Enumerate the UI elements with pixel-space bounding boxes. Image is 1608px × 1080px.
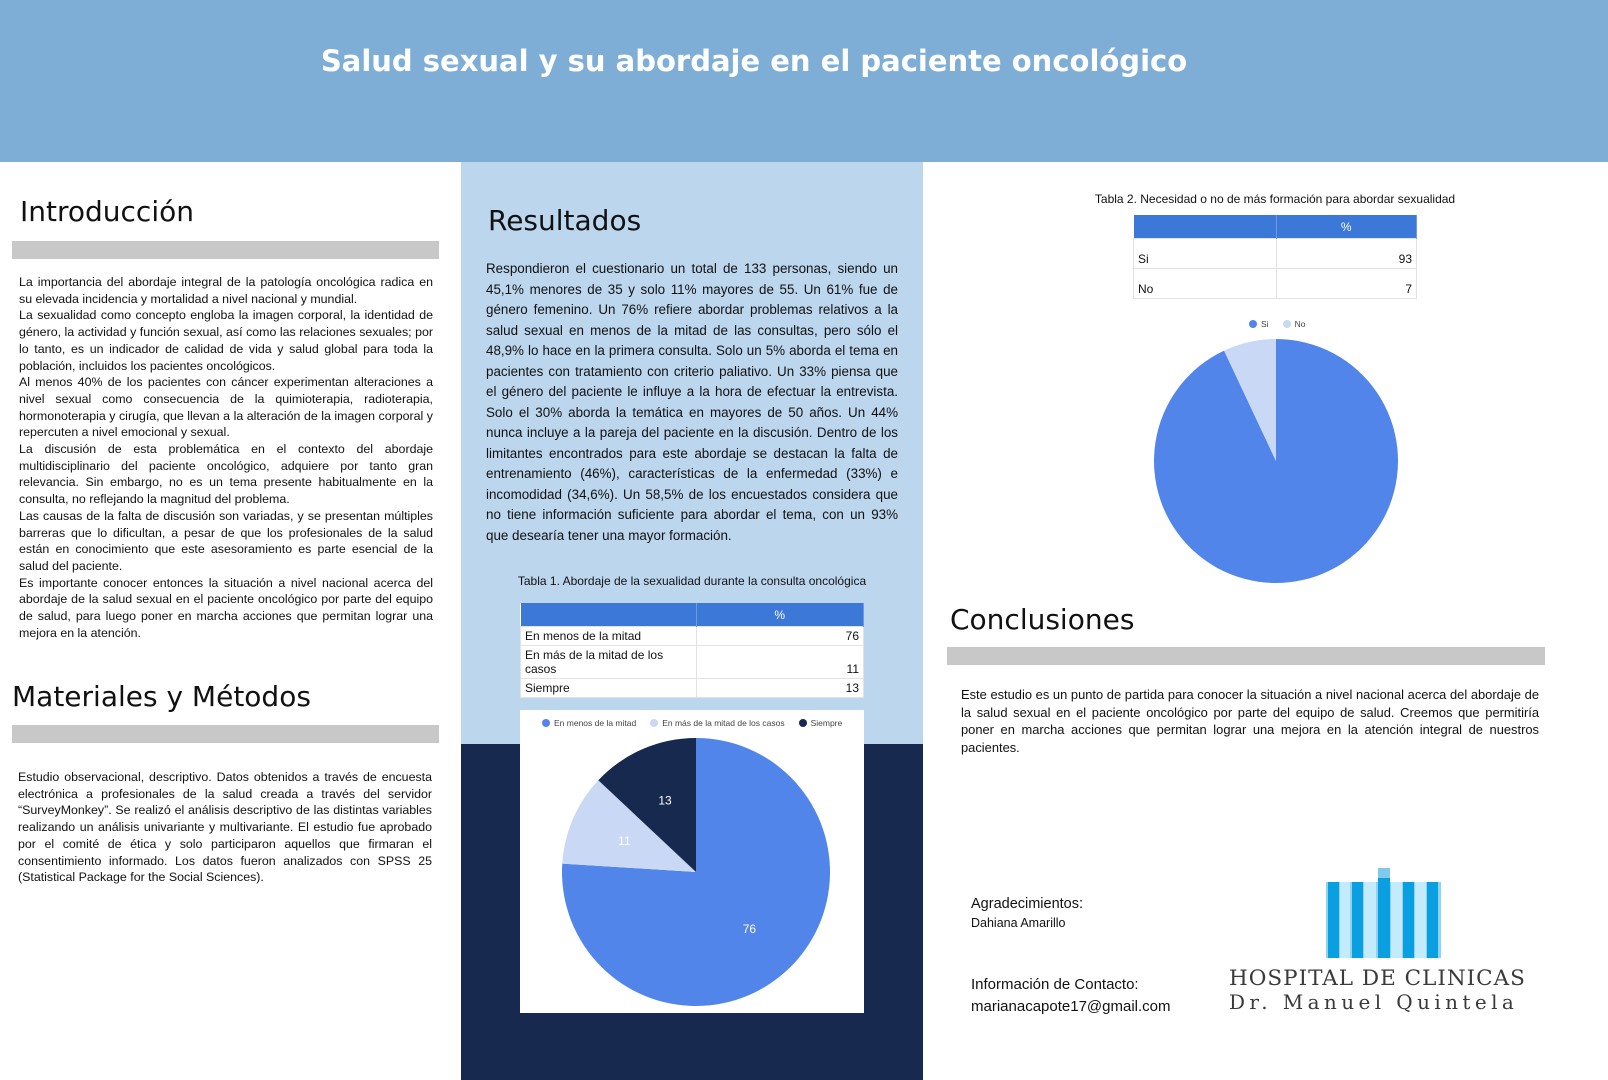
table2-header-percent: % <box>1276 215 1417 239</box>
table1-row-value: 13 <box>696 679 864 698</box>
methods-text: Estudio observacional, descriptivo. Datos obtenidos a través de encuesta electrónica a profesionales de la salud creada a través del servidor “SurveyMonkey”. Se realizó el análisis descriptivo de las distintas variables realizando un análisis univariante y multivariante. El estudio fue aprobado por el comité de ética y solo participaron aquellos que firmaran el consentimiento informado. Los datos fueron analizados con SPSS 25 (Statistical Package for the Social Sciences). <box>18 770 432 885</box>
table2-row-label: Si <box>1134 239 1277 269</box>
table1-row-label: En más de la mitad de los casos <box>521 646 697 679</box>
table1-row-value: 76 <box>696 627 864 646</box>
hospital-logo-line1: HOSPITAL DE CLINICAS <box>1229 966 1526 991</box>
conclusions-divider <box>947 647 1545 665</box>
intro-paragraph: Las causas de la falta de discusión son variadas, y se presentan múltiples barreras que lo dificultan, a pesar de que los profesionales de la salud están en conocimiento que este asesoramiento es parte esencial de la salud del paciente. <box>19 508 433 573</box>
contact-email[interactable]: marianacapote17@gmail.com <box>971 998 1171 1015</box>
table2-row-value: 93 <box>1276 239 1417 269</box>
table-row <box>521 646 864 679</box>
pie-chart-1-legend <box>542 718 842 728</box>
table2-header-label <box>1134 215 1277 239</box>
table1-row-value: 11 <box>696 646 864 679</box>
pie-chart-2-legend <box>1249 319 1305 329</box>
table1-row-label: Siempre <box>521 679 697 698</box>
intro-paragraph: Al menos 40% de los pacientes con cáncer experimentan alteraciones a nivel sexual como consecuencia de la quimioterapia, radioterapia, hormonoterapia y cirugía, que llevan a la alteración de la imagen corporal y repercuten a nivel emocional y sexual. <box>19 375 433 440</box>
legend-entry <box>1283 319 1306 329</box>
table2-row-label: No <box>1134 269 1277 299</box>
hospital-logo-line2: Dr. Manuel Quintela <box>1229 990 1519 1014</box>
table1-header-row <box>521 603 864 627</box>
legend-label: Siempre <box>810 718 843 728</box>
table-row <box>521 627 864 646</box>
table-row <box>1134 239 1417 269</box>
results-title: Resultados <box>488 204 642 237</box>
legend-label: No <box>1294 319 1306 329</box>
pie-chart-1-container <box>520 710 864 1013</box>
pie-chart-2 <box>1133 315 1417 587</box>
results-text: Respondieron el cuestionario un total de 133 personas, siendo un 45,1% menores de 35 y solo 11% mayores de 55. Un 61% fue de género femenino. Un 76% refiere abordar problemas relativos a la salud sexual en menos de la mitad de las consultas, pero sólo el 48,9% lo hace en la primera consulta. Solo un 5% aborda el tema en pacientes con tratamiento con criterio paliativo. Un 33% piensa que el género del paciente le influye a la hora de efectuar la entrevista. Solo el 30% aborda la temática en mayores de 50 años. Un 44% nunca incluye a la pareja del paciente en la discusión. Dentro de los limitantes encontrados para este abordaje se destacan la falta de entrenamiento (46%), características de la enfermedad (33%) e incomodidad (34,6%). Un 58,5% de los encuestados considera que no tiene información suficiente para abordar el tema, con un 93% que desearía tener una mayor formación. <box>486 261 898 543</box>
legend-swatch <box>799 719 807 727</box>
intro-paragraph: Es importante conocer entonces la situación a nivel nacional acerca del abordaje de la salud sexual en el paciente oncológico por parte del equipo de salud, para luego poner en marcha acciones que permitan lograr una mejora en la atención. <box>19 575 433 640</box>
pie-chart-1 <box>520 710 864 1013</box>
poster-title: Salud sexual y su abordaje en el paciente oncológico <box>320 44 1188 78</box>
legend-entry <box>650 718 784 728</box>
intro-text <box>19 274 433 641</box>
legend-entry <box>799 718 843 728</box>
table2-header-row <box>1134 215 1417 239</box>
pie-slice-label: 76 <box>742 921 757 936</box>
table2-caption: Tabla 2. Necesidad o no de más formación para abordar sexualidad <box>1094 192 1456 206</box>
table1-header-percent: % <box>696 603 864 627</box>
conclusions-title: Conclusiones <box>950 603 1135 636</box>
legend-entry <box>542 718 636 728</box>
poster-header <box>0 0 1608 162</box>
table-row <box>1134 269 1417 299</box>
table1 <box>520 603 864 698</box>
table1-header-label <box>521 603 697 627</box>
table2 <box>1133 215 1417 299</box>
intro-title: Introducción <box>20 195 194 228</box>
methods-divider <box>12 725 439 743</box>
acknowledgements-name: Dahiana Amarillo <box>971 916 1066 930</box>
table2-row-value: 7 <box>1276 269 1417 299</box>
pie-slice-label: 13 <box>658 793 672 808</box>
legend-label: En más de la mitad de los casos <box>662 718 785 728</box>
pie-chart-2-container <box>1133 315 1417 587</box>
intro-paragraph: La discusión de esta problemática en el contexto del abordaje multidisciplinario del paciente oncológico, adquiere por tanto gran relevancia. Sin embargo, no es un tema presente habitualmente en la consulta, no reflejando la magnitud del problema. <box>19 442 433 507</box>
hospital-logo-icon <box>1326 866 1441 960</box>
table1-caption: Tabla 1. Abordaje de la sexualidad durante la consulta oncológica <box>517 574 867 588</box>
table-row <box>521 679 864 698</box>
legend-label: Si <box>1261 319 1269 329</box>
methods-title: Materiales y Métodos <box>12 680 311 713</box>
table1-row-label: En menos de la mitad <box>521 627 697 646</box>
legend-swatch <box>1283 320 1291 328</box>
legend-swatch <box>542 719 550 727</box>
intro-paragraph: La sexualidad como concepto engloba la imagen corporal, la identidad de género, la actividad y función sexual, así como las relaciones sexuales; por lo tanto, es un indicador de calidad de vida y salud global para toda la población, incluidos los pacientes oncológicos. <box>19 308 433 373</box>
acknowledgements-title: Agradecimientos: <box>971 896 1084 912</box>
legend-entry <box>1249 319 1269 329</box>
legend-label: En menos de la mitad <box>554 718 637 728</box>
intro-divider <box>12 241 439 259</box>
contact-title: Información de Contacto: <box>971 976 1139 993</box>
intro-paragraph: La importancia del abordaje integral de la patología oncológica radica en su elevada incidencia y mortalidad a nivel nacional y mundial. <box>19 275 433 306</box>
conclusions-text: Este estudio es un punto de partida para conocer la situación a nivel nacional acerca del abordaje de la salud sexual en el paciente oncológico por parte del equipo de salud. Creemos que permitiría poner en marcha acciones que permitan lograr una mejora en la atención integral de nuestros pacientes. <box>961 687 1539 755</box>
legend-swatch <box>1249 320 1257 328</box>
legend-swatch <box>650 719 658 727</box>
pie-slice-label: 11 <box>618 834 631 849</box>
